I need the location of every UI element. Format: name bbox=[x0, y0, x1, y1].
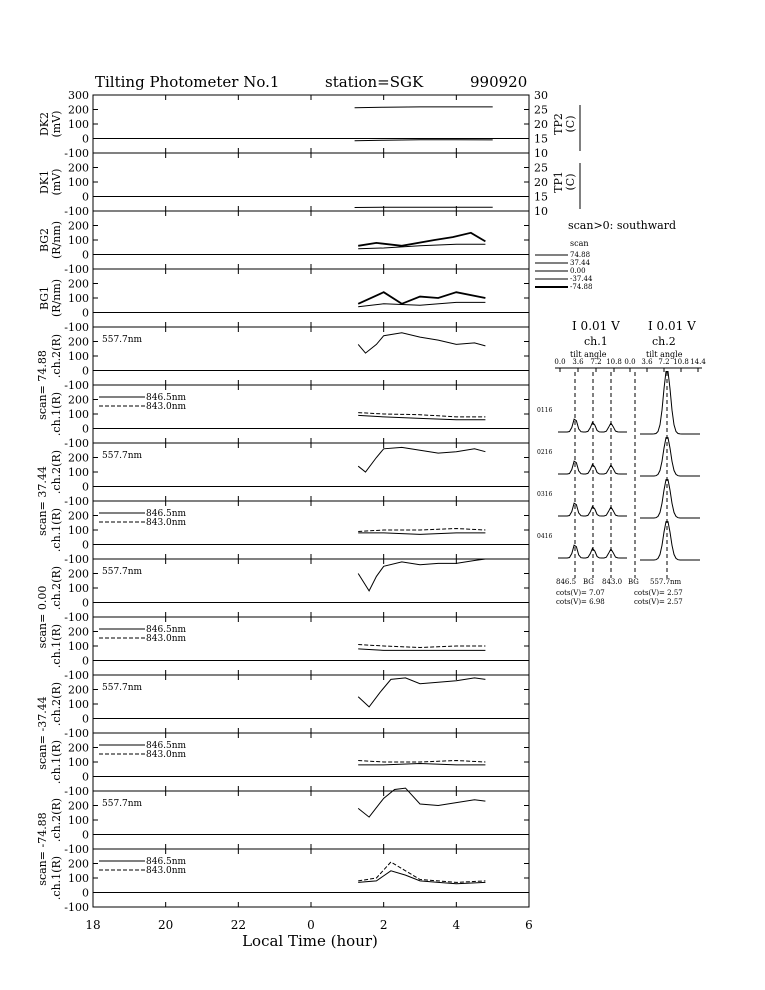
inset-label-bg-1: BG bbox=[583, 578, 594, 586]
ch1-title: ch.1 bbox=[584, 335, 608, 348]
ch1-tilt-tick: 10.8 bbox=[606, 358, 622, 366]
tp-tick-label: 15 bbox=[534, 132, 548, 146]
scan-direction-note: scan>0: southward bbox=[568, 219, 676, 232]
series-scan-74-88-ch-1-846-5nm bbox=[358, 415, 485, 419]
y-tick-label: 200 bbox=[68, 567, 89, 581]
y-tick-label: -100 bbox=[64, 611, 89, 624]
y-tick-label: 200 bbox=[68, 335, 89, 349]
y-tick-label: 100 bbox=[68, 814, 89, 827]
inset-ch2-profile bbox=[640, 480, 700, 518]
inset-row-label: 0416 bbox=[537, 533, 553, 540]
ch1-tilt-tick: 7.2 bbox=[590, 358, 602, 366]
panel-title: DK2 bbox=[38, 111, 51, 137]
y-tick-label: 200 bbox=[68, 799, 89, 813]
series-scan-37-44-ch-1-843-0nm bbox=[358, 529, 485, 532]
scan-legend bbox=[535, 251, 593, 291]
y-tick-label: 0 bbox=[82, 654, 89, 668]
y-tick-label: -100 bbox=[64, 495, 89, 508]
x-tick-label: 22 bbox=[230, 918, 246, 932]
x-axis-title: Local Time (hour) bbox=[242, 932, 378, 950]
tp-title: TP1 bbox=[552, 171, 565, 193]
y-tick-label: 100 bbox=[68, 582, 89, 595]
y-tick-label: 100 bbox=[68, 408, 89, 421]
series-scan-37-44-ch-1-846-5nm bbox=[358, 533, 485, 535]
wavelength-843-label: 843.0nm bbox=[146, 866, 187, 876]
ch2-axis-label: .ch.2(R) bbox=[50, 565, 63, 611]
series-scan-0-00-ch-2-557-7nm bbox=[358, 559, 485, 591]
inset-row-label: 0316 bbox=[537, 491, 553, 498]
y-tick-label: 200 bbox=[68, 683, 89, 697]
tp-tick-label: 15 bbox=[534, 190, 548, 204]
panel-frame-10 bbox=[93, 675, 529, 733]
ch2-tilt-tick: 10.8 bbox=[673, 358, 689, 366]
wavelength-843-label: 843.0nm bbox=[146, 518, 187, 528]
ch1-tilt-label: tilt angle bbox=[570, 350, 607, 359]
ch2-tilt-tick: 14.4 bbox=[690, 358, 706, 366]
panel-unit: (mV) bbox=[50, 168, 63, 196]
y-tick-label: 100 bbox=[68, 292, 89, 305]
ch1-axis-label: .ch.1(R) bbox=[50, 507, 63, 553]
wavelength-843-label: 843.0nm bbox=[146, 402, 187, 412]
tp-tick-label: 20 bbox=[534, 176, 548, 189]
scan-legend-value: 37.44 bbox=[570, 259, 591, 267]
y-tick-label: 200 bbox=[68, 219, 89, 233]
y-tick-label: 200 bbox=[68, 277, 89, 291]
wavelength-557-label: 557.7nm bbox=[102, 567, 143, 577]
ch1-scale-label: I 0.01 V bbox=[572, 319, 620, 333]
wavelength-843-label: 843.0nm bbox=[146, 750, 187, 760]
y-tick-label: 0 bbox=[82, 248, 89, 262]
panel-frame-6 bbox=[93, 443, 529, 501]
ch2-tilt-tick: 3.6 bbox=[641, 358, 653, 366]
y-tick-label: 100 bbox=[68, 466, 89, 479]
y-tick-label: 0 bbox=[82, 770, 89, 784]
panel-unit: (R/nm) bbox=[50, 220, 63, 260]
y-tick-label: -100 bbox=[64, 727, 89, 740]
y-tick-label: 100 bbox=[68, 756, 89, 769]
tilt-angle-inset bbox=[537, 319, 706, 606]
ch2-tilt-label: tilt angle bbox=[646, 350, 683, 359]
y-tick-label: 300 bbox=[68, 89, 89, 102]
panel-frame-1 bbox=[93, 153, 529, 211]
panel-title: BG1 bbox=[38, 285, 51, 311]
y-tick-label: 100 bbox=[68, 698, 89, 711]
panel-frame-4 bbox=[93, 327, 529, 385]
y-tick-label: -100 bbox=[64, 785, 89, 798]
y-tick-label: -100 bbox=[64, 669, 89, 682]
series-scan-37-44-ch-1-846-5nm bbox=[358, 764, 485, 765]
wavelength-846-label: 846.5nm bbox=[146, 625, 187, 635]
panel-axes bbox=[93, 95, 529, 907]
series-dk2 bbox=[355, 140, 493, 141]
tp-tick-label: 10 bbox=[534, 205, 548, 218]
y-tick-label: -100 bbox=[64, 843, 89, 856]
wavelength-557-label: 557.7nm bbox=[102, 799, 143, 809]
ch1-axis-label: .ch.1(R) bbox=[50, 391, 63, 437]
y-tick-label: 0 bbox=[82, 828, 89, 842]
series-scan-0-00-ch-1-846-5nm bbox=[358, 649, 485, 651]
station-label: station=SGK bbox=[325, 73, 424, 91]
cots-ch2-b: cots(V)= 2.57 bbox=[634, 598, 683, 606]
x-tick-label: 2 bbox=[379, 918, 388, 932]
data-traces bbox=[355, 107, 493, 884]
x-tick-label: 20 bbox=[158, 918, 174, 932]
panel-unit: (mV) bbox=[50, 110, 63, 138]
wavelength-557-label: 557.7nm bbox=[102, 451, 143, 461]
scan-legend-value: 74.88 bbox=[570, 251, 591, 259]
y-tick-label: 100 bbox=[68, 872, 89, 885]
scan-group-label: scan= 37.44 bbox=[36, 466, 49, 536]
y-tick-label: 100 bbox=[68, 234, 89, 247]
y-tick-label: 100 bbox=[68, 350, 89, 363]
tp-title: TP2 bbox=[552, 113, 565, 135]
scan-legend-value: 0.00 bbox=[570, 267, 586, 275]
ch2-axis-label: .ch.2(R) bbox=[50, 333, 63, 379]
ch2-axis-label: .ch.2(R) bbox=[50, 449, 63, 495]
tp-tick-label: 25 bbox=[534, 161, 548, 175]
y-tick-label: 0 bbox=[82, 538, 89, 552]
scan-legend-value: -74.88 bbox=[570, 283, 593, 291]
ch2-tilt-tick: 7.2 bbox=[658, 358, 670, 366]
panel-frame-3 bbox=[93, 269, 529, 327]
inset-ch2-profile bbox=[640, 438, 700, 476]
panel-unit: (R/nm) bbox=[50, 278, 63, 318]
y-tick-label: 100 bbox=[68, 176, 89, 189]
ch1-axis-label: .ch.1(R) bbox=[50, 855, 63, 901]
y-tick-label: 0 bbox=[82, 422, 89, 436]
panel-title: DK1 bbox=[38, 169, 51, 195]
tp-tick-label: 20 bbox=[534, 118, 548, 131]
ch2-tilt-tick: 0.0 bbox=[624, 358, 636, 366]
y-tick-label: 0 bbox=[82, 596, 89, 610]
figure-title: Tilting Photometer No.1 bbox=[95, 73, 280, 91]
ch1-tilt-tick: 3.6 bbox=[572, 358, 584, 366]
ch2-title: ch.2 bbox=[652, 335, 676, 348]
ch2-axis-label: .ch.2(R) bbox=[50, 681, 63, 727]
x-tick-label: 6 bbox=[525, 918, 533, 932]
panel-title: BG2 bbox=[38, 227, 51, 253]
ch1-axis-label: .ch.1(R) bbox=[50, 739, 63, 785]
tp-tick-label: 25 bbox=[534, 103, 548, 117]
inset-label-557: 557.7nm bbox=[650, 578, 682, 586]
ch1-axis-label: .ch.1(R) bbox=[50, 623, 63, 669]
series-bg1-scan-0-00 bbox=[358, 302, 485, 306]
panel-frame-2 bbox=[93, 211, 529, 269]
x-tick-label: 4 bbox=[452, 918, 461, 932]
y-tick-label: -100 bbox=[64, 901, 89, 914]
y-tick-label: 100 bbox=[68, 118, 89, 131]
y-tick-label: 200 bbox=[68, 393, 89, 407]
panel-frame-0 bbox=[93, 95, 529, 153]
series-tp2 bbox=[355, 107, 493, 108]
x-axis bbox=[85, 918, 532, 932]
y-tick-label: 200 bbox=[68, 741, 89, 755]
wavelength-846-label: 846.5nm bbox=[146, 509, 187, 519]
wavelength-846-label: 846.5nm bbox=[146, 857, 187, 867]
x-tick-label: 18 bbox=[85, 918, 101, 932]
y-tick-label: 0 bbox=[82, 886, 89, 900]
y-tick-label: -100 bbox=[64, 263, 89, 276]
y-tick-label: 0 bbox=[82, 306, 89, 320]
inset-ch2-profile bbox=[640, 522, 700, 560]
y-tick-label: 0 bbox=[82, 480, 89, 494]
inset-row-label: 0116 bbox=[537, 407, 553, 414]
scan-legend-value: -37.44 bbox=[570, 275, 593, 283]
y-tick-label: -100 bbox=[64, 205, 89, 218]
y-tick-label: 200 bbox=[68, 103, 89, 117]
cots-ch1-b: cots(V)= 6.98 bbox=[556, 598, 605, 606]
wavelength-846-label: 846.5nm bbox=[146, 393, 187, 403]
scan-group-label: scan= 0.00 bbox=[36, 585, 49, 649]
scan-group-label: scan= -74.88 bbox=[36, 812, 49, 886]
series-bg2-scan-0-00 bbox=[358, 244, 485, 248]
series-scan-74-88-ch-2-557-7nm bbox=[358, 788, 485, 817]
y-tick-label: 100 bbox=[68, 640, 89, 653]
inset-label-843: 843.0 bbox=[602, 578, 623, 586]
inset-label-846: 846.5 bbox=[556, 578, 577, 586]
cots-ch1-a: cots(V)= 7.07 bbox=[556, 589, 605, 597]
wavelength-843-label: 843.0nm bbox=[146, 634, 187, 644]
inset-row-label: 0216 bbox=[537, 449, 553, 456]
tp-unit: (C) bbox=[564, 115, 577, 133]
y-tick-label: 100 bbox=[68, 524, 89, 537]
ch2-scale-label: I 0.01 V bbox=[648, 319, 696, 333]
wavelength-557-label: 557.7nm bbox=[102, 683, 143, 693]
scan-group-label: scan= 74.88 bbox=[36, 350, 49, 420]
y-tick-label: -100 bbox=[64, 437, 89, 450]
tp-tick-label: 10 bbox=[534, 147, 548, 160]
tp-unit: (C) bbox=[564, 173, 577, 191]
y-tick-label: -100 bbox=[64, 321, 89, 334]
ch1-tilt-tick: 0.0 bbox=[554, 358, 566, 366]
wavelength-557-label: 557.7nm bbox=[102, 335, 143, 345]
y-tick-label: -100 bbox=[64, 553, 89, 566]
y-tick-label: 200 bbox=[68, 625, 89, 639]
y-tick-label: 200 bbox=[68, 161, 89, 175]
scan-legend-title: scan bbox=[570, 239, 589, 248]
y-tick-label: 200 bbox=[68, 509, 89, 523]
y-tick-label: 0 bbox=[82, 190, 89, 204]
wavelength-846-label: 846.5nm bbox=[146, 741, 187, 751]
y-tick-label: -100 bbox=[64, 147, 89, 160]
y-tick-label: 0 bbox=[82, 712, 89, 726]
series-scan-37-44-ch-2-557-7nm bbox=[358, 447, 485, 472]
series-scan-74-88-ch-1-843-0nm bbox=[358, 862, 485, 882]
series-scan-0-00-ch-1-843-0nm bbox=[358, 645, 485, 648]
series-scan-74-88-ch-2-557-7nm bbox=[358, 333, 485, 353]
y-tick-label: 0 bbox=[82, 132, 89, 146]
panel-frame-8 bbox=[93, 559, 529, 617]
y-tick-label: 200 bbox=[68, 857, 89, 871]
y-tick-label: 200 bbox=[68, 451, 89, 465]
inset-label-bg-2: BG bbox=[628, 578, 639, 586]
y-tick-label: 0 bbox=[82, 364, 89, 378]
x-tick-label: 0 bbox=[307, 918, 315, 932]
panel-frame-12 bbox=[93, 791, 529, 849]
ch2-axis-label: .ch.2(R) bbox=[50, 797, 63, 843]
y-tick-label: -100 bbox=[64, 379, 89, 392]
date-label: 990920 bbox=[470, 73, 528, 91]
scan-group-label: scan= -37.44 bbox=[36, 696, 49, 770]
series-scan-37-44-ch-2-557-7nm bbox=[358, 678, 485, 707]
tp-tick-label: 30 bbox=[534, 89, 548, 102]
cots-ch2-a: cots(V)= 2.57 bbox=[634, 589, 683, 597]
inset-ch2-profile bbox=[640, 372, 700, 435]
series-scan-37-44-ch-1-843-0nm bbox=[358, 761, 485, 763]
